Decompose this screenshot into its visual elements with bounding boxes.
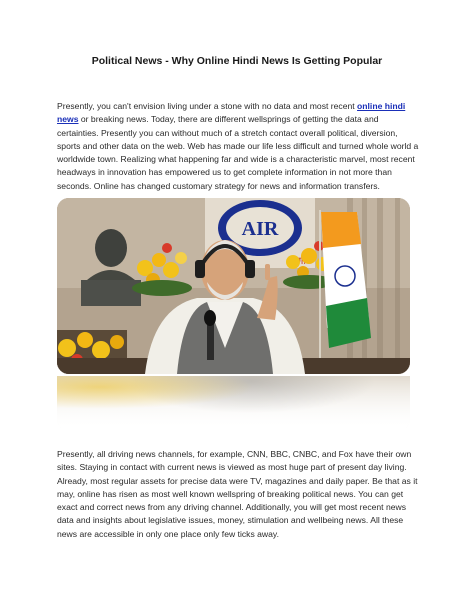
page-title: Political News - Why Online Hindi News Is Getting Popular — [91, 55, 383, 67]
photo-reflection — [57, 376, 410, 431]
intro-paragraph — [57, 100, 422, 193]
online-hindi-news-link[interactable]: online hindi news — [57, 101, 406, 125]
intro-text-end: or breaking news. Today, there are different wellsprings of getting the data and certainties. Presently you can without much of a stretch contact overall political, diversion, sports and other data on the web. Web has made our life less difficult and turned whole world a worldwide town. Realizing what happening far and wide is a characteristic marvel, most recent headways in innovation has empowered us to get complete information in not more than seconds. Online has changed customary strategy for news and information transfers. — [57, 114, 419, 191]
emblem-text: AIR — [241, 218, 279, 240]
intro-text-start: Presently, you can't envision living under a stone with no data and most recent — [57, 101, 358, 111]
second-paragraph: Presently, all driving news channels, for example, CNN, BBC, CNBC, and Fox have their own sites. Staying in contact with current news is viewed as most huge part of present day living. Already, most regular assets for precise data were TV, magazines and daily paper. Be that as it may, online has risen as most well known wellspring of breaking political news. You can get exact and correct news from any driving channel. Additionally, you will get most recent news data and insights about legislative issues, money, stimulation and wellbeing news. All these news are accessible in only one place only few ticks away. — [57, 449, 418, 539]
speaker-photo — [57, 198, 410, 374]
